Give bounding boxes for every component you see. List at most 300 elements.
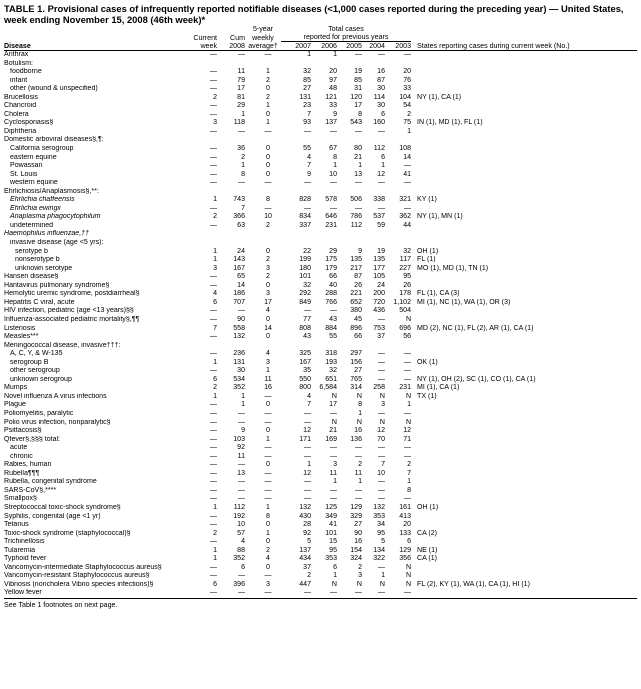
cases-2007-cell: —	[303, 495, 311, 503]
cases-2004-cell: 132	[373, 503, 385, 511]
disease-name-cell: Listeriosis	[4, 324, 36, 332]
states-reporting-cell	[411, 188, 637, 197]
cases-2003-cell: N	[405, 563, 412, 571]
cases-2004-cell: 30	[377, 85, 385, 93]
current-week-cell: —	[209, 435, 217, 443]
states-reporting-cell	[411, 350, 637, 359]
five-year-avg-cell: —	[264, 478, 272, 486]
states-reporting-cell: FL (2), KY (1), WA (1), CA (1), HI (1)	[417, 580, 530, 588]
disease-name-cell: Plague	[4, 401, 26, 409]
cases-2003-cell: 71	[403, 435, 412, 443]
document-page	[4, 3, 637, 609]
cases-2006-cell: —	[329, 204, 337, 212]
cases-2005-cell: 896	[350, 324, 362, 332]
cases-2007-cell: 4	[307, 153, 311, 161]
cum-2008-cell: —	[237, 495, 245, 503]
cases-2003-cell: 178	[399, 290, 412, 298]
cum-2008-cell: —	[217, 589, 245, 598]
disease-name-cell: chronic	[10, 452, 33, 460]
cum-2008-cell: 9	[241, 427, 245, 435]
cases-2003-cell: 1	[407, 127, 412, 135]
current-week-cell: —	[209, 409, 217, 417]
five-year-avg-cell: —	[264, 51, 272, 58]
cases-2004-cell: 34	[377, 521, 385, 529]
disease-name-cell: Typhoid fever	[4, 555, 47, 563]
cum-2008-cell: —	[237, 486, 245, 494]
cases-2007-cell	[281, 342, 311, 351]
cases-2005-cell: 297	[350, 350, 362, 358]
disease-name-cell: Ehrlichia ewingii	[10, 204, 61, 212]
cases-2003-cell	[385, 60, 411, 69]
cum-2008-cell: 7	[241, 204, 245, 212]
cases-2004-cell: —	[377, 358, 385, 366]
cases-2007-cell: 92	[303, 529, 311, 537]
table-row	[4, 436, 637, 445]
cases-2005-cell: 2	[358, 563, 362, 571]
cases-2007-cell: 828	[299, 196, 311, 204]
cases-2005-cell: 1	[358, 409, 362, 417]
cases-2007-cell: —	[303, 409, 311, 417]
table-row	[4, 342, 637, 351]
cases-2007-cell: —	[303, 127, 311, 135]
cases-2006-cell: 11	[329, 469, 337, 477]
disease-name-cell: Measles***	[4, 333, 39, 341]
cases-2005-cell: —	[354, 444, 362, 452]
cases-2004-cell: 353	[373, 512, 385, 520]
disease-name-cell: western equine	[10, 179, 58, 187]
states-reporting-cell: IN (1), MD (1), FL (1)	[417, 119, 483, 127]
current-week-cell: 1	[213, 358, 217, 366]
table-title-line-2: week ending November 15, 2008 (46th week)*	[4, 14, 206, 25]
cases-2004-cell: 1	[381, 572, 385, 580]
cases-2007-cell: 292	[299, 290, 311, 298]
cases-2007-cell: 199	[299, 256, 311, 264]
cases-2004-cell: —	[377, 563, 385, 571]
five-year-avg-cell	[245, 239, 281, 248]
cases-2004-cell	[362, 230, 385, 239]
cum-2008-cell: 57	[237, 529, 245, 537]
five-year-avg-cell: —	[264, 444, 272, 452]
cases-2006-cell: 67	[329, 145, 337, 153]
cases-2006-cell: 17	[329, 401, 337, 409]
current-week-cell: 2	[213, 213, 217, 221]
current-week-cell: —	[209, 51, 217, 58]
header-row-2	[4, 33, 637, 42]
cases-2006-cell: 288	[325, 290, 337, 298]
table-title	[4, 3, 637, 25]
five-year-avg-cell: 0	[266, 538, 270, 546]
cases-2004-cell	[362, 239, 385, 248]
table-row	[4, 419, 637, 428]
table-row	[4, 307, 637, 316]
cum-2008-cell: 29	[237, 102, 245, 110]
cases-2004-cell: —	[377, 495, 385, 503]
table-row	[4, 538, 637, 547]
cases-2004-cell: 338	[373, 196, 385, 204]
table-row	[4, 384, 637, 393]
states-reporting-cell: NY (1), CA (1)	[417, 93, 462, 101]
cases-2003-cell: 75	[403, 119, 412, 127]
cases-2003-cell: 227	[399, 264, 412, 272]
five-year-avg-cell: 11	[264, 375, 272, 383]
states-reporting-cell	[411, 282, 637, 291]
five-year-avg-cell: 1	[266, 503, 270, 511]
states-reporting-cell	[411, 538, 637, 547]
year-2006-header: 2006	[311, 42, 337, 51]
current-week-cell: —	[209, 512, 217, 520]
table-row	[4, 572, 637, 581]
cum-2008-cell: 352	[233, 555, 245, 563]
table-row	[4, 325, 637, 334]
cases-2005-cell: 9	[358, 247, 362, 255]
cases-2003-cell: —	[403, 51, 412, 58]
cum-2008-cell: 103	[233, 435, 245, 443]
current-week-cell: 2	[213, 384, 217, 392]
table-row	[4, 350, 637, 359]
table-row	[4, 359, 637, 368]
current-week-cell: 6	[213, 580, 217, 588]
cases-2005-cell: 380	[350, 307, 362, 315]
disease-name-cell: Tularemia	[4, 546, 36, 554]
cases-2006-cell: 101	[325, 529, 337, 537]
cases-2007-cell: —	[281, 589, 311, 598]
cum-2008-cell: 90	[237, 315, 245, 323]
disease-name-cell: Vibriosis (noncholera Vibrio species infections)§	[4, 580, 154, 588]
cases-2005-cell	[337, 188, 362, 197]
current-week-cell: 1	[213, 256, 217, 264]
cases-2004-cell: —	[377, 409, 385, 417]
disease-name-cell: HIV infection, pediatric (age <13 years)§§	[4, 307, 134, 315]
states-reporting-cell: FL (1)	[417, 256, 436, 264]
table-row	[4, 136, 637, 145]
states-reporting-cell: KY (1)	[417, 196, 437, 204]
disease-name-cell: Yellow fever	[4, 589, 189, 598]
five-year-avg-cell: —	[264, 409, 272, 417]
disease-name-cell: Trichinellosis	[4, 538, 45, 546]
states-reporting-cell	[411, 342, 637, 351]
cum-2008-cell: 8	[241, 170, 245, 178]
disease-name-cell: invasive disease (age <5 yrs):	[10, 239, 104, 247]
cum-2008-cell	[217, 60, 245, 69]
table-row	[4, 171, 637, 180]
cases-2003-cell: —	[403, 358, 412, 366]
states-reporting-cell	[411, 589, 637, 598]
year-2004-header: 2004	[362, 42, 385, 51]
states-reporting-cell: CA (1)	[417, 555, 438, 563]
disease-name-cell: Streptococcal toxic-shock syndrome§	[4, 503, 121, 511]
cases-2005-cell: 8	[358, 110, 362, 118]
disease-name-cell: undetermined	[10, 221, 54, 229]
cases-2003-cell: N	[405, 315, 412, 323]
five-year-avg-cell: 1	[266, 68, 270, 76]
cases-2004-cell: 19	[377, 247, 385, 255]
states-reporting-cell	[411, 521, 637, 530]
table-row	[4, 513, 637, 522]
cases-2005-cell: 19	[354, 68, 362, 76]
cases-2007-cell: 550	[299, 375, 311, 383]
current-week-cell: —	[209, 478, 217, 486]
cum-2008-cell: 24	[237, 247, 245, 255]
five-year-avg-cell: 0	[266, 563, 270, 571]
states-reporting-cell: TX (1)	[417, 392, 437, 400]
cases-2004-cell: —	[377, 350, 385, 358]
current-week-cell: 1	[213, 503, 217, 511]
disease-name-cell: Smallpox§	[4, 495, 37, 503]
cases-2003-cell	[385, 239, 411, 248]
disease-name-cell: Novel influenza A virus infections	[4, 392, 107, 400]
cases-2005-cell: —	[354, 204, 362, 212]
table-row	[4, 547, 637, 556]
table-row	[4, 376, 637, 385]
table-row	[4, 111, 637, 120]
avg-header-2: weekly	[252, 33, 274, 42]
cases-2004-cell: 12	[377, 427, 385, 435]
table-row	[4, 487, 637, 496]
five-year-avg-cell: —	[245, 589, 281, 598]
cum-2008-cell: 36	[237, 145, 245, 153]
cases-2005-cell: 27	[354, 367, 362, 375]
cases-2006-cell: 1	[333, 162, 337, 170]
cases-2004-cell: 753	[373, 324, 385, 332]
cases-2003-cell: 504	[399, 307, 412, 315]
states-reporting-cell	[411, 444, 637, 453]
five-year-avg-cell: 2	[266, 273, 270, 281]
cases-2007-cell: 7	[307, 110, 311, 118]
table-row	[4, 478, 637, 487]
states-reporting-cell	[411, 239, 637, 248]
cases-2003-cell: N	[405, 392, 412, 400]
five-year-avg-cell: 0	[266, 315, 270, 323]
cases-2005-cell: 156	[350, 358, 362, 366]
cum-2008-cell: 131	[233, 358, 245, 366]
cum-2008-cell: —	[237, 418, 245, 426]
cum-2008-cell: 79	[237, 76, 245, 84]
disease-name-cell: Chancroid	[4, 102, 37, 110]
cases-2006-cell: 651	[325, 375, 337, 383]
cases-2005-cell: 765	[350, 375, 362, 383]
states-reporting-cell	[411, 85, 637, 94]
cases-2003-cell	[385, 342, 411, 351]
five-year-avg-cell: —	[264, 204, 272, 212]
current-week-cell: —	[209, 563, 217, 571]
year-2005-header: 2005	[337, 42, 362, 51]
table-row	[4, 102, 637, 111]
cases-2003-cell: N	[405, 580, 412, 588]
cases-2003-cell: 7	[407, 469, 412, 477]
current-week-cell	[189, 239, 217, 248]
cum-2008-cell	[217, 239, 245, 248]
current-week-cell: —	[209, 418, 217, 426]
cum-2008-cell: 707	[233, 298, 245, 306]
cases-2006-cell: 766	[325, 298, 337, 306]
cases-2003-cell: —	[403, 367, 412, 375]
cum-2008-cell: —	[237, 478, 245, 486]
states-reporting-cell	[411, 51, 637, 60]
cum-2008-cell: —	[237, 461, 245, 469]
cases-2003-cell	[385, 136, 411, 145]
cases-2005-cell: 112	[350, 221, 362, 229]
cases-2007-cell: 37	[303, 563, 311, 571]
five-year-avg-cell: —	[264, 486, 272, 494]
cases-2007-cell: —	[303, 478, 311, 486]
five-year-avg-cell: 3	[266, 580, 270, 588]
cases-2006-cell: 9	[333, 110, 337, 118]
cases-2007-cell: 137	[299, 546, 311, 554]
cases-2003-cell: 1	[407, 401, 412, 409]
disease-name-cell: Rubella, congenital syndrome	[4, 478, 97, 486]
cum-2008-cell: 30	[237, 367, 245, 375]
cases-2006-cell: 125	[325, 503, 337, 511]
table-row	[4, 273, 637, 282]
cases-2005-cell	[337, 239, 362, 248]
cases-2007-cell: 43	[303, 333, 311, 341]
current-week-cell: —	[209, 461, 217, 469]
states-reporting-cell	[411, 128, 637, 137]
cases-2004-cell	[362, 188, 385, 197]
table-row	[4, 162, 637, 171]
cases-2004-cell	[362, 136, 385, 145]
cases-2007-cell: —	[303, 486, 311, 494]
current-week-cell: —	[209, 145, 217, 153]
cases-2006-cell: —	[329, 486, 337, 494]
cases-2007-cell: 325	[299, 350, 311, 358]
current-week-cell	[189, 60, 217, 69]
disease-name-cell: Poliomyelitis, paralytic	[4, 409, 74, 417]
cases-2006-cell: 8	[333, 153, 337, 161]
cases-2005-cell: 31	[354, 85, 362, 93]
five-year-avg-cell: 4	[266, 555, 270, 563]
current-week-header-2: week	[189, 42, 217, 51]
five-year-avg-cell: —	[264, 418, 272, 426]
cases-2004-cell: —	[362, 589, 385, 598]
five-year-avg-cell: 3	[266, 264, 270, 272]
cases-2007-cell	[281, 239, 311, 248]
cum-header-1: Cum	[230, 33, 245, 42]
cases-2003-cell: 33	[403, 85, 412, 93]
table-row	[4, 521, 637, 530]
cases-2005-cell: 87	[354, 273, 362, 281]
states-reporting-cell: OH (1)	[417, 503, 439, 511]
cases-2007-cell: 132	[299, 503, 311, 511]
table-row	[4, 119, 637, 128]
cases-2005-cell: 120	[350, 93, 362, 101]
cases-2007-cell: 32	[303, 68, 311, 76]
five-year-avg-cell: 2	[266, 221, 270, 229]
cases-2004-cell: 12	[377, 170, 385, 178]
cum-2008-cell: 192	[233, 512, 245, 520]
cases-2003-cell: 14	[403, 153, 412, 161]
cases-2007-cell: 2	[307, 572, 311, 580]
current-week-cell: —	[209, 179, 217, 187]
table-row	[4, 77, 637, 86]
total-cases-subheader: reported for previous years	[281, 33, 411, 42]
disease-name-cell: Powassan	[10, 162, 43, 170]
cases-2004-cell: 105	[373, 273, 385, 281]
cases-2007-cell: 808	[299, 324, 311, 332]
states-reporting-cell	[411, 145, 637, 154]
five-year-avg-cell: 1	[266, 529, 270, 537]
current-week-header-1: Current	[193, 33, 217, 42]
cum-2008-cell: 1	[241, 110, 245, 118]
table-row	[4, 256, 637, 265]
five-year-avg-cell: 4	[266, 307, 270, 315]
cum-2008-cell: 743	[233, 196, 245, 204]
cases-2007-cell: 834	[299, 213, 311, 221]
disease-name-cell: Meningococcal disease, invasive†††:	[4, 341, 121, 349]
cum-2008-cell: 236	[233, 350, 245, 358]
cum-2008-cell: 92	[237, 444, 245, 452]
cases-2004-cell: —	[377, 478, 385, 486]
cases-2003-cell: 321	[399, 196, 412, 204]
five-year-avg-cell: 3	[266, 290, 270, 298]
current-week-cell: 1	[213, 546, 217, 554]
table-row	[4, 154, 637, 163]
table-row	[4, 282, 637, 291]
cases-2005-cell: 3	[358, 572, 362, 580]
cases-2005-cell: 80	[354, 145, 362, 153]
cases-2006-cell: 231	[325, 221, 337, 229]
five-year-avg-cell: 8	[266, 196, 270, 204]
current-week-cell: —	[209, 444, 217, 452]
table-row	[4, 589, 637, 598]
current-week-cell: —	[209, 538, 217, 546]
cases-2006-cell: 137	[325, 119, 337, 127]
cum-2008-cell: —	[237, 572, 245, 580]
disease-name-cell: Hepatitis C viral, acute	[4, 298, 75, 306]
cases-2003-cell: —	[403, 179, 412, 187]
disease-header: Disease	[4, 42, 189, 51]
cases-2004-cell: —	[377, 452, 385, 460]
states-header: States reporting cases during current week (No.)	[411, 42, 637, 51]
disease-name-cell: Anthrax	[4, 51, 29, 58]
cases-2007-cell: 849	[299, 298, 311, 306]
cum-2008-cell: —	[237, 127, 245, 135]
disease-name-cell: unknown serotype	[15, 264, 73, 272]
cases-2003-cell: 41	[403, 170, 412, 178]
states-reporting-cell	[411, 487, 637, 496]
states-reporting-cell	[411, 222, 637, 231]
disease-name-cell: Ehrlichia chaffeensis	[10, 196, 75, 204]
cases-2007-cell: 180	[299, 264, 311, 272]
cases-2006-cell: 349	[325, 512, 337, 520]
cases-2003-cell: 20	[403, 521, 412, 529]
cases-2005-cell	[337, 136, 362, 145]
cases-2007-cell: 1	[307, 461, 311, 469]
five-year-avg-cell: 2	[266, 546, 270, 554]
cases-2004-cell: N	[379, 580, 385, 588]
cases-2007-cell: —	[303, 179, 311, 187]
cases-2006-cell: N	[331, 392, 337, 400]
table-row	[4, 555, 637, 564]
current-week-cell: —	[209, 401, 217, 409]
notifiable-diseases-table	[4, 25, 637, 599]
table-row	[4, 504, 637, 513]
five-year-avg-cell: 2	[266, 93, 270, 101]
cases-2007-cell: 85	[303, 76, 311, 84]
cases-2005-cell: 136	[350, 435, 362, 443]
cases-2006-cell: —	[311, 589, 337, 598]
cases-2004-cell: 720	[373, 298, 385, 306]
cases-2005-cell: —	[354, 495, 362, 503]
cum-2008-cell: 143	[233, 256, 245, 264]
cases-2004-cell: —	[377, 51, 385, 58]
cases-2004-cell: —	[377, 204, 385, 212]
five-year-avg-cell: —	[264, 392, 272, 400]
disease-name-cell: Qfever§,§§§ total:	[4, 435, 61, 443]
disease-name-cell: Syphilis, congenital (age <1 yr)	[4, 512, 101, 520]
cases-2007-cell: 5	[307, 538, 311, 546]
table-row	[4, 461, 637, 470]
